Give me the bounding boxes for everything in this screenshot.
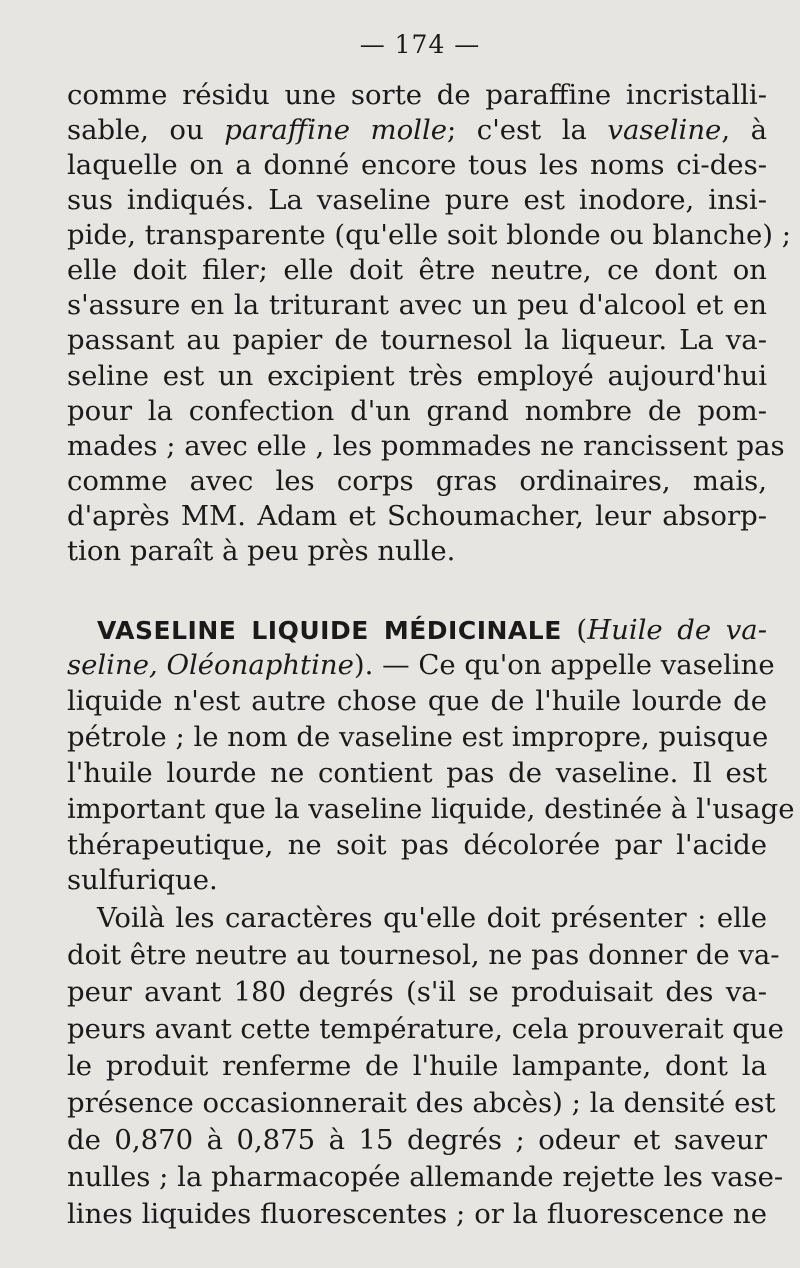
text-run: ). — Ce qu'on appelle vaseline xyxy=(353,649,775,681)
text-line: nulles ; la pharmacopée allemande rejette les vase- xyxy=(67,1161,784,1193)
text-line: l'huile lourde ne contient pas de vaseline. Il est xyxy=(67,757,767,789)
text-line: seline est un excipient très employé aujourd'hui xyxy=(67,360,767,392)
text-line: pour la confection d'un grand nombre de pom- xyxy=(67,395,767,427)
text-run: sable, ou xyxy=(67,114,225,146)
text-line: sus indiqués. La vaseline pure est inodore, insi- xyxy=(67,184,767,216)
text-line: peurs avant cette température, cela prouverait que xyxy=(67,1013,784,1045)
italic-term: seline, Oléonaphtine xyxy=(67,649,354,681)
page-number: — 174 — xyxy=(359,30,481,59)
text-line: pide, transparente (qu'elle soit blonde ou blanche) ; xyxy=(67,219,792,251)
text-line: passant au papier de tournesol la liqueur. La va- xyxy=(67,324,767,356)
text-line: lines liquides fluorescentes ; or la fluorescence ne xyxy=(67,1198,767,1230)
text-line: important que la vaseline liquide, destinée à l'usage xyxy=(67,793,795,825)
text-line: mades ; avec elle , les pommades ne rancissent pas xyxy=(67,430,785,462)
text-line: présence occasionnerait des abcès) ; la densité est xyxy=(67,1087,776,1119)
section-heading: VASELINE LIQUIDE MÉDICINALE xyxy=(97,616,562,645)
text-line: doit être neutre au tournesol, ne pas donner de va- xyxy=(67,939,780,971)
text-run: ; c'est la xyxy=(447,114,608,146)
text-line: tion paraît à peu près nulle. xyxy=(67,535,456,567)
text-line: Voilà les caractères qu'elle doit présenter : elle xyxy=(97,902,767,934)
text-line: s'assure en la triturant avec un peu d'alcool et en xyxy=(67,289,767,321)
italic-term: paraffine molle xyxy=(224,114,448,146)
text-line: de 0,870 à 0,875 à 15 degrés ; odeur et saveur xyxy=(67,1124,767,1156)
text-run: , à xyxy=(721,114,767,146)
text-line: sulfurique. xyxy=(67,864,218,896)
text-line: le produit renferme de l'huile lampante, dont la xyxy=(67,1050,767,1082)
text-line xyxy=(67,114,767,146)
text-run: ( xyxy=(561,614,588,646)
italic-term: vaseline xyxy=(607,114,722,146)
text-line: elle doit filer; elle doit être neutre, ce dont on xyxy=(67,254,767,286)
text-line: d'après MM. Adam et Schoumacher, leur absorp- xyxy=(67,500,767,532)
text-line: comme résidu une sorte de paraffine incristalli- xyxy=(67,79,767,111)
text-line: comme avec les corps gras ordinaires, mais, xyxy=(67,465,767,497)
text-line: pétrole ; le nom de vaseline est impropre, puisque xyxy=(67,721,769,753)
text-line: peur avant 180 degrés (s'il se produisait des va- xyxy=(67,976,767,1008)
italic-term: Huile de va- xyxy=(587,614,767,646)
text-line xyxy=(67,614,767,646)
text-line: thérapeutique, ne soit pas décolorée par l'acide xyxy=(67,829,767,861)
text-line: liquide n'est autre chose que de l'huile lourde de xyxy=(67,685,767,717)
text-line xyxy=(67,649,775,681)
text-line: laquelle on a donné encore tous les noms ci-des- xyxy=(67,149,767,181)
